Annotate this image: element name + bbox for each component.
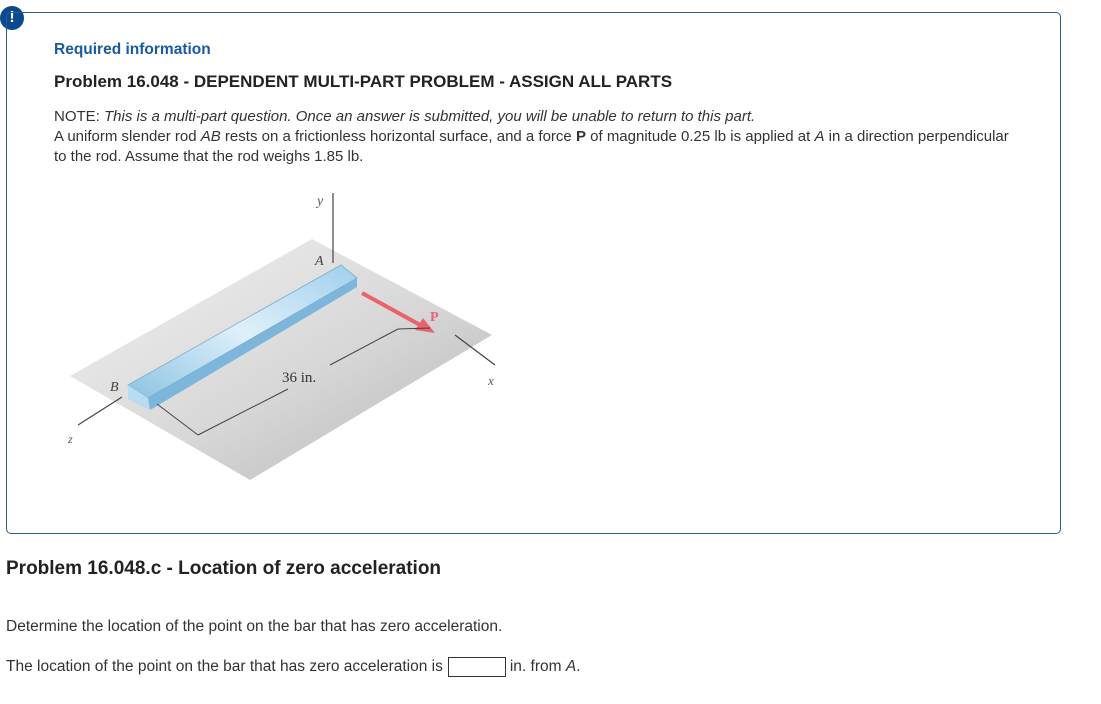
answer-row bbox=[6, 657, 581, 677]
dimension-label: 36 in. bbox=[282, 370, 317, 386]
label-b: B bbox=[110, 380, 119, 395]
rod-diagram bbox=[60, 185, 510, 485]
problem-statement bbox=[54, 107, 1014, 167]
note-prefix: NOTE: bbox=[54, 108, 105, 125]
point-a-label: A bbox=[814, 128, 825, 145]
answer-prefix: The location of the point on the bar that has zero acceleration is bbox=[6, 658, 443, 675]
statement-text: rests on a frictionless horizontal surface, and a force bbox=[220, 128, 576, 145]
problem-title: Problem 16.048 - DEPENDENT MULTI-PART PROBLEM - ASSIGN ALL PARTS bbox=[54, 72, 673, 91]
part-title: Problem 16.048.c - Location of zero acceleration bbox=[6, 558, 442, 579]
rod-ab-label: AB bbox=[200, 128, 221, 145]
question-text: Determine the location of the point on the bar that has zero acceleration. bbox=[6, 618, 503, 635]
required-info-label: Required information bbox=[54, 41, 211, 58]
statement-text: A uniform slender rod bbox=[54, 128, 201, 145]
label-y: y bbox=[317, 194, 324, 209]
label-a: A bbox=[315, 254, 324, 269]
label-p: P bbox=[430, 310, 439, 325]
answer-unit: in. from A. bbox=[509, 658, 581, 675]
answer-input[interactable] bbox=[448, 657, 506, 677]
frictionless-surface bbox=[70, 239, 492, 480]
label-x: x bbox=[488, 373, 494, 388]
force-p-label: P bbox=[575, 128, 586, 145]
z-axis bbox=[78, 397, 122, 425]
label-z: z bbox=[68, 432, 73, 446]
alert-icon: ! bbox=[0, 6, 24, 30]
note-warning: This is a multi-part question. Once an answer is submitted, you will be unable to return to this part. bbox=[104, 108, 756, 125]
statement-text: in a direction perpendicular to the rod. Assume that the rod weighs 1.85 lb. bbox=[54, 128, 1009, 165]
statement-text: of magnitude 0.25 lb is applied at bbox=[585, 128, 815, 145]
